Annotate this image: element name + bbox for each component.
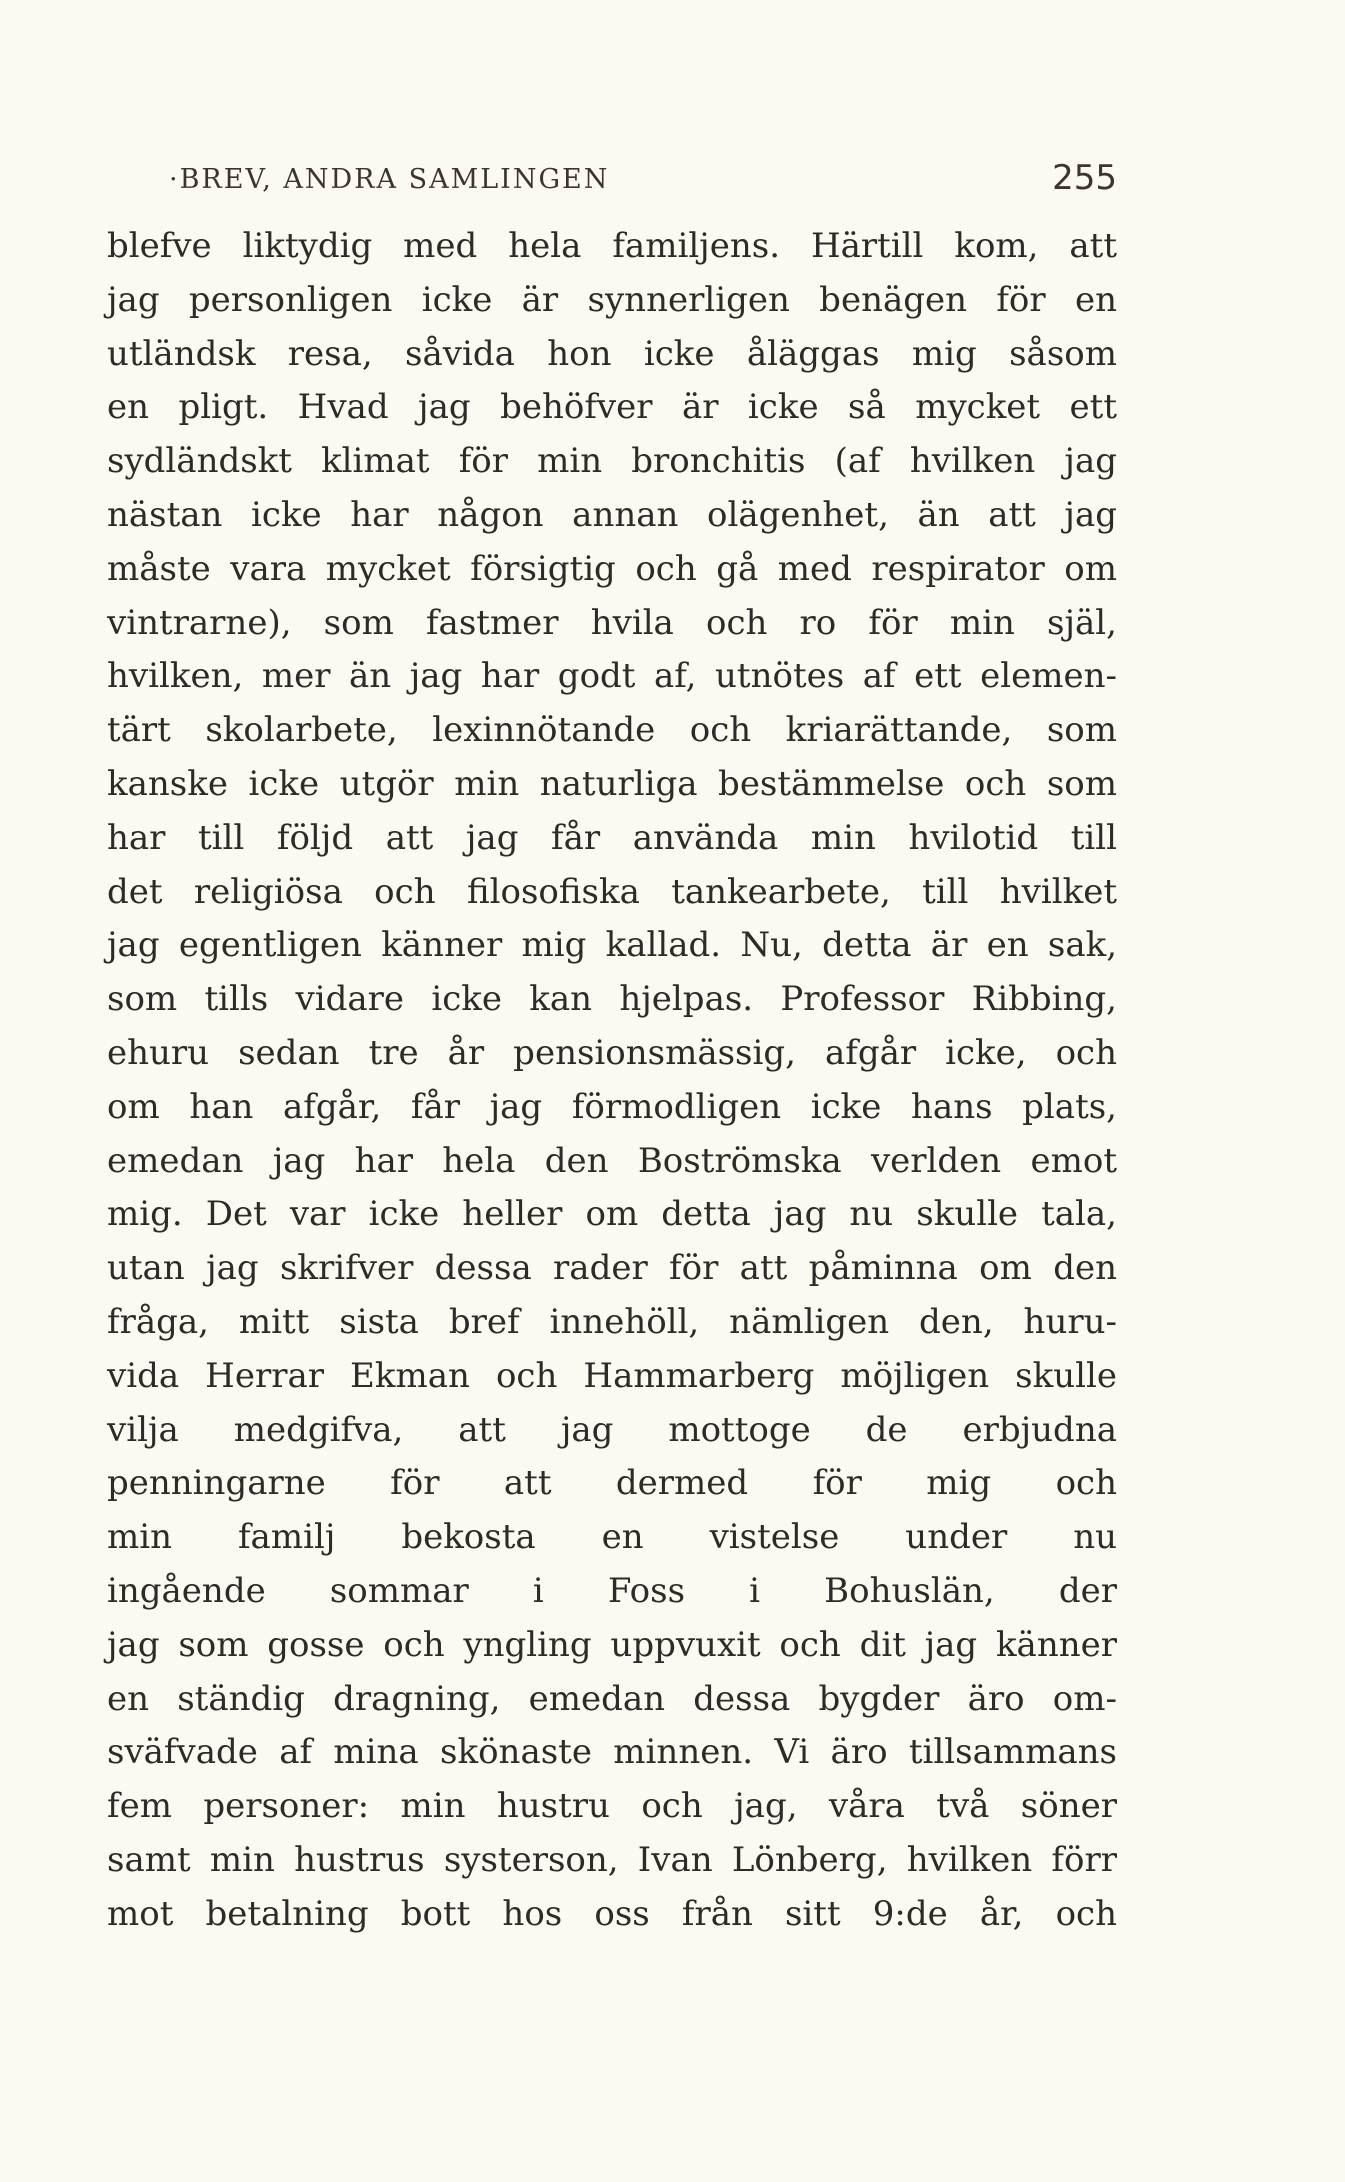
page-number: 255	[1052, 158, 1117, 198]
text-line: vintrarne), som fastmer hvila och ro för min själ,	[107, 602, 1117, 643]
text-line: jag egentligen känner mig kallad. Nu, detta är en sak,	[107, 925, 1117, 966]
text-line: måste vara mycket försigtig och gå med respirator om	[107, 548, 1117, 589]
text-line: blefve liktydig med hela familjens. Härtill kom, att	[107, 226, 1117, 266]
text-line: samt min hustrus systerson, Ivan Lönberg, hvilken förr	[107, 1839, 1117, 1880]
text-line: jag som gosse och yngling uppvuxit och dit jag känner	[107, 1624, 1117, 1665]
text-line: nästan icke har någon annan olägenhet, än att jag	[107, 494, 1117, 535]
text-line: emedan jag har hela den Boströmska verlden emot	[107, 1140, 1117, 1181]
text-line: sydländskt klimat för min bronchitis (af hvilken jag	[107, 441, 1117, 482]
text-line: kanske icke utgör min naturliga bestämmelse och som	[107, 763, 1117, 804]
running-title: ·BREV, ANDRA SAMLINGEN	[169, 164, 610, 195]
text-line: sväfvade af mina skönaste minnen. Vi äro tillsammans	[107, 1732, 1117, 1773]
text-line: ehuru sedan tre år pensionsmässig, afgår icke, och	[107, 1032, 1117, 1073]
text-line: min familj bekosta en vistelse under nu	[107, 1517, 1117, 1558]
text-line: tärt skolarbete, lexinnötande och kriarättande, som	[107, 710, 1117, 751]
text-line: utländsk resa, såvida hon icke åläggas mig såsom	[107, 333, 1117, 374]
running-head	[107, 160, 1117, 200]
text-line: mig. Det var icke heller om detta jag nu skulle tala,	[107, 1194, 1117, 1235]
text-line: ingående sommar i Foss i Bohuslän, der	[107, 1570, 1117, 1611]
text-line: vida Herrar Ekman och Hammarberg möjligen skulle	[107, 1355, 1117, 1396]
text-line: penningarne för att dermed för mig och	[107, 1463, 1117, 1504]
text-line: en pligt. Hvad jag behöfver är icke så mycket ett	[107, 387, 1117, 428]
text-line: som tills vidare icke kan hjelpas. Professor Ribbing,	[107, 979, 1117, 1020]
text-line: om han afgår, får jag förmodligen icke hans plats,	[107, 1086, 1117, 1127]
text-line: mot betalning bott hos oss från sitt 9:de år, och	[107, 1893, 1117, 1934]
text-line: jag personligen icke är synnerligen benägen för en	[107, 279, 1117, 320]
text-line: fråga, mitt sista bref innehöll, nämligen den, huru-	[107, 1301, 1117, 1342]
text-line: hvilken, mer än jag har godt af, utnötes af ett elemen-	[107, 656, 1117, 697]
text-line: det religiösa och filosofiska tankearbete, till hvilket	[107, 871, 1117, 912]
text-line: vilja medgifva, att jag mottoge de erbjudna	[107, 1409, 1117, 1450]
text-line: fem personer: min hustru och jag, våra två söner	[107, 1786, 1117, 1827]
body-text	[107, 220, 1117, 1942]
text-line: utan jag skrifver dessa rader för att påminna om den	[107, 1248, 1117, 1289]
text-line: har till följd att jag får använda min hvilotid till	[107, 817, 1117, 858]
text-line: en ständig dragning, emedan dessa bygder äro om-	[107, 1678, 1117, 1719]
